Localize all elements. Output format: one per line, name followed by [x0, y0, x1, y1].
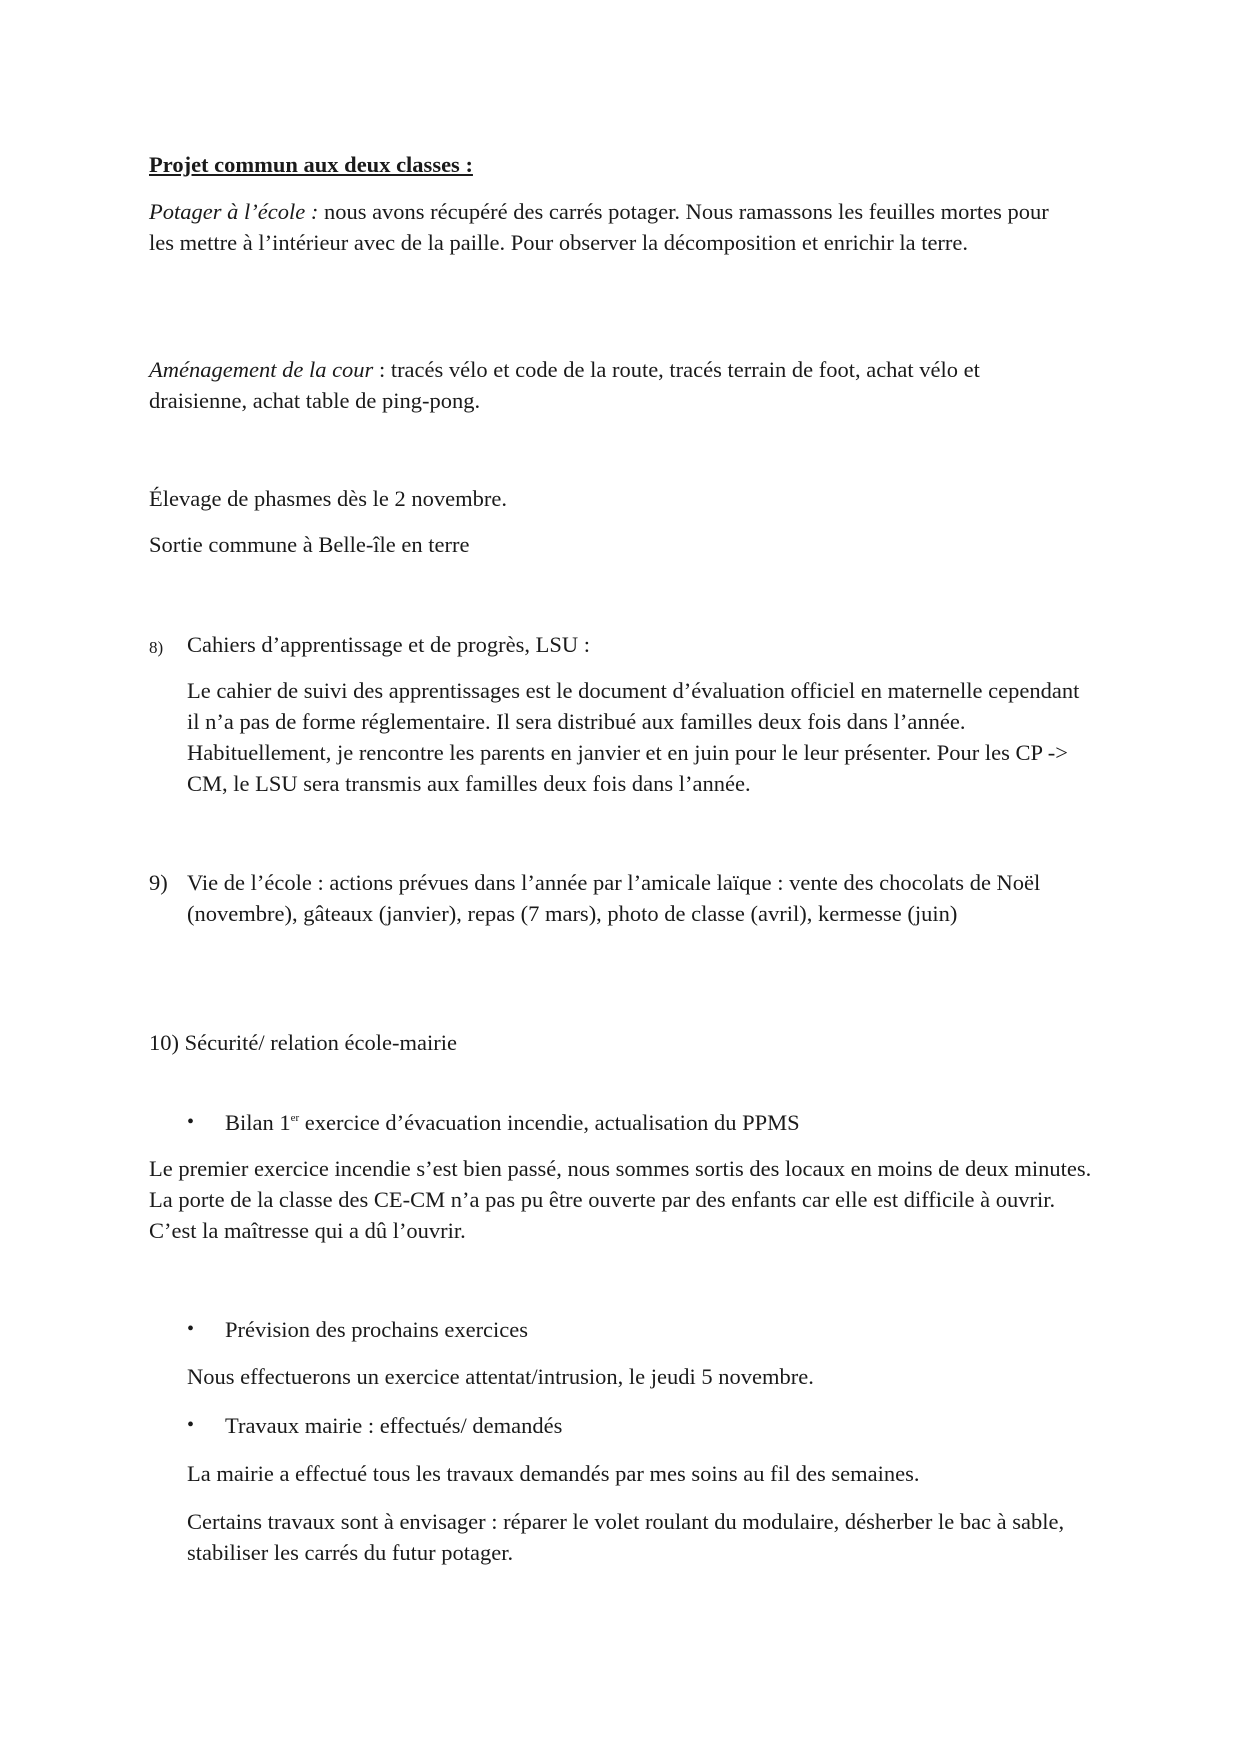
potager-paragraph [149, 196, 1079, 258]
section-8-text: Le cahier de suivi des apprentissages est le document d’évaluation officiel en maternelle cependant il n’a pas de forme réglementaire. Il sera distribué aux familles deux fois dans l’année. Habituellement, je rencontre les parents en janvier et en juin pour le leur présenter. Pour les CP -> CM, le LSU sera transmis aux familles deux fois dans l’année. [187, 678, 1080, 796]
section-8-number: 8) [149, 638, 164, 657]
section-title: Projet commun aux deux classes : [149, 152, 473, 177]
bullet-3-text-2: Certains travaux sont à envisager : réparer le volet roulant du modulaire, désherber le bac à sable, stabiliser les carrés du futur potager. [187, 1509, 1065, 1565]
amenagement-text: : tracés vélo et code de la route, tracés terrain de foot, achat vélo et draisienne, achat table de ping-pong. [149, 357, 980, 413]
potager-label: Potager à l’école : [149, 199, 319, 224]
section-10-heading: 10) Sécurité/ relation école-mairie [149, 1030, 457, 1055]
bullet-dot-1: • [187, 1111, 195, 1133]
section-9-text: Vie de l’école : actions prévues dans l’année par l’amicale laïque : vente des chocolats de Noël (novembre), gâteaux (janvier), repas (7 mars), photo de classe (avril), kermesse (juin) [187, 870, 1041, 926]
section-9-number: 9) [149, 870, 168, 895]
sortie-line: Sortie commune à Belle-île en terre [149, 532, 470, 557]
bullet-2-text: Nous effectuerons un exercice attentat/intrusion, le jeudi 5 novembre. [187, 1364, 814, 1389]
amenagement-label: Aménagement de la cour [149, 357, 374, 382]
bullet-1-text: Le premier exercice incendie s’est bien passé, nous sommes sortis des locaux en moins de deux minutes. La porte de la classe des CE-CM n’a pas pu être ouverte par des enfants car elle est difficile à ouvrir. C’est la maîtresse qui a dû l’ouvrir. [149, 1156, 1092, 1243]
bullet-1-post: exercice d’évacuation incendie, actualisation du PPMS [299, 1110, 800, 1135]
bullet-3-text-1: La mairie a effectué tous les travaux demandés par mes soins au fil des semaines. [187, 1461, 920, 1486]
bullet-dot-3: • [187, 1414, 195, 1436]
bullet-1-pre: Bilan 1 [225, 1110, 291, 1135]
potager-text: nous avons récupéré des carrés potager. Nous ramassons les feuilles mortes pour les mettre à l’intérieur avec de la paille. Pour observer la décomposition et enrichir la terre. [149, 199, 1049, 255]
elevage-line: Élevage de phasmes dès le 2 novembre. [149, 486, 508, 511]
bullet-1-sup: er [290, 1112, 300, 1124]
bullet-2-heading: Prévision des prochains exercices [225, 1317, 529, 1342]
bullet-dot-2: • [187, 1318, 195, 1340]
bullet-1-heading [225, 1107, 800, 1138]
bullet-3-heading: Travaux mairie : effectués/ demandés [225, 1413, 563, 1438]
section-8-heading: Cahiers d’apprentissage et de progrès, LSU : [187, 632, 591, 657]
amenagement-paragraph [149, 354, 1079, 416]
